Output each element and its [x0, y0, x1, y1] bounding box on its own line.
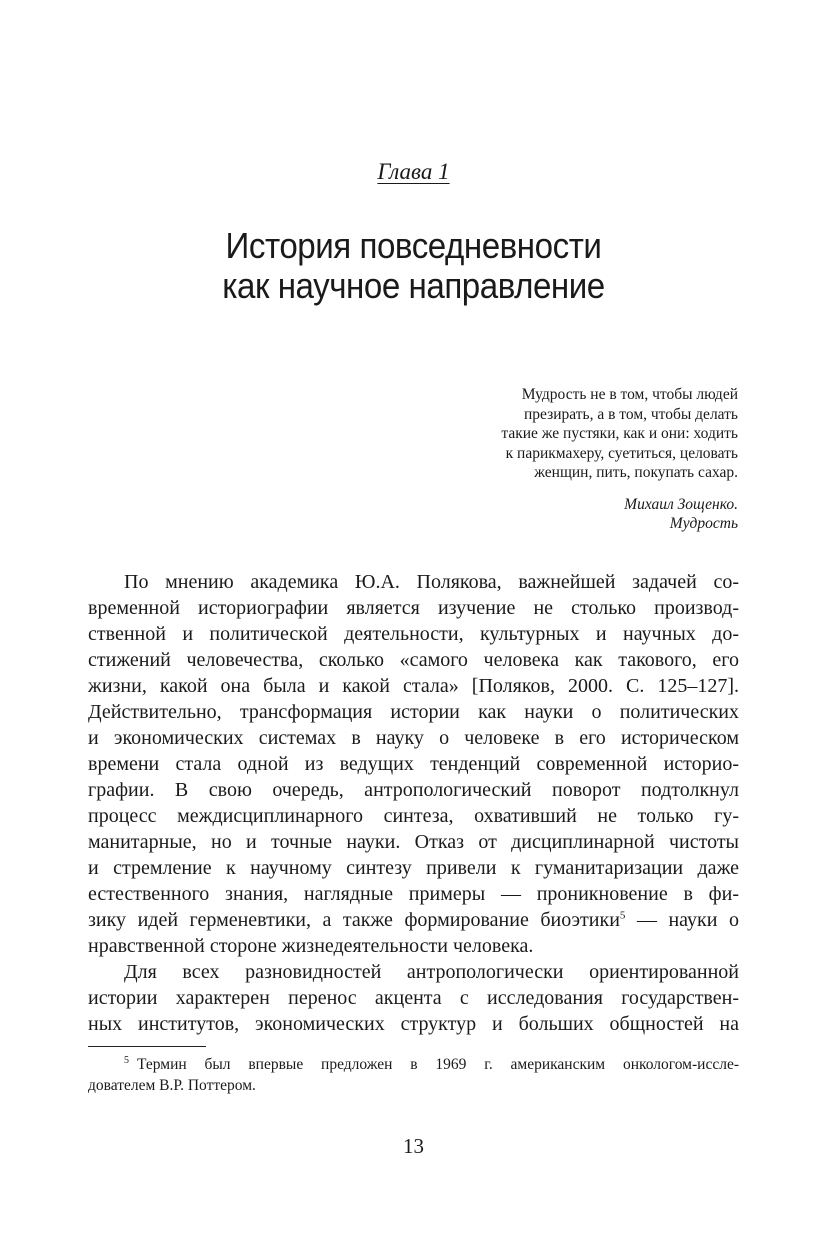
footnote: [88, 1054, 739, 1096]
epigraph-line: Мудрость не в том, чтобы людей: [521, 386, 738, 403]
chapter-label: [0, 158, 827, 186]
chapter-title: [33, 226, 794, 306]
page-number: 13: [403, 1134, 424, 1158]
footnote-line: дователем В.Р. Поттером.: [88, 1077, 256, 1094]
epigraph-line: женщин, пить, покупать сахар.: [534, 464, 738, 481]
epigraph-quote: [408, 385, 738, 483]
body-line-with-footnote-ref: [88, 907, 739, 933]
chapter-title-line-1: История повседневности: [225, 225, 602, 266]
epigraph-author: Михаил Зощенко.: [624, 495, 738, 513]
body-line-text: — науки о: [625, 909, 739, 931]
body-line: временной историографии является изучение не столько производ-: [88, 597, 739, 619]
body-line: и стремление к научному синтезу привели к гуманитаризации даже: [88, 857, 739, 879]
footnote-text: Термин был впервые предложен в 1969 г. американским онкологом-иссле-: [137, 1056, 739, 1073]
body-line: графии. В свою очередь, антропологический поворот подтолкнул: [88, 779, 739, 801]
chapter-title-line-2: как научное направление: [222, 265, 605, 306]
epigraph-source: [408, 495, 738, 534]
body-line: По мнению академика Ю.А. Полякова, важнейшей задачей со-: [124, 571, 739, 593]
footnote-number: 5: [124, 1054, 129, 1066]
body-line: стижений человечества, сколько «самого человека как такового, его: [88, 649, 739, 671]
body-line: Для всех разновидностей антропологически ориентированной: [124, 961, 739, 983]
body-line: процесс междисциплинарного синтеза, охвативший не только гу-: [88, 805, 739, 827]
body-line: ственной и политической деятельности, культурных и научных до-: [88, 623, 739, 645]
footnote-line: [88, 1054, 739, 1075]
body-line: естественного знания, наглядные примеры — проникновение в фи-: [88, 883, 739, 905]
chapter-label-text: Глава 1: [377, 159, 450, 184]
body-text: [88, 569, 739, 1037]
body-line: ных институтов, экономических структур и больших общностей на: [88, 1013, 739, 1035]
footnote-ref[interactable]: 5: [619, 909, 626, 922]
body-line: манитарные, но и точные науки. Отказ от дисциплинарной чистоты: [88, 831, 739, 853]
epigraph-line: такие же пустяки, как и они: ходить: [501, 425, 738, 442]
body-line: и экономических системах в науку о человеке в его историческом: [88, 727, 739, 749]
epigraph-work: Мудрость: [669, 515, 738, 532]
body-line: жизни, какой она была и какой стала» [Поляков, 2000. С. 125–127].: [88, 675, 739, 697]
body-line: времени стала одной из ведущих тенденций современной историо-: [88, 753, 739, 775]
body-line: нравственной стороне жизнедеятельности человека.: [88, 935, 534, 957]
epigraph: [408, 385, 738, 534]
body-line-text: зику идей герменевтики, а также формирование биоэтики: [88, 909, 620, 931]
epigraph-line: презирать, а в том, чтобы делать: [524, 405, 738, 423]
epigraph-line: к парикмахеру, суетиться, целовать: [505, 444, 738, 462]
body-line: Действительно, трансформация истории как науки о политических: [88, 701, 739, 723]
footnote-divider: [88, 1046, 206, 1047]
body-line: истории характерен перенос акцента с исследования государствен-: [88, 987, 739, 1009]
